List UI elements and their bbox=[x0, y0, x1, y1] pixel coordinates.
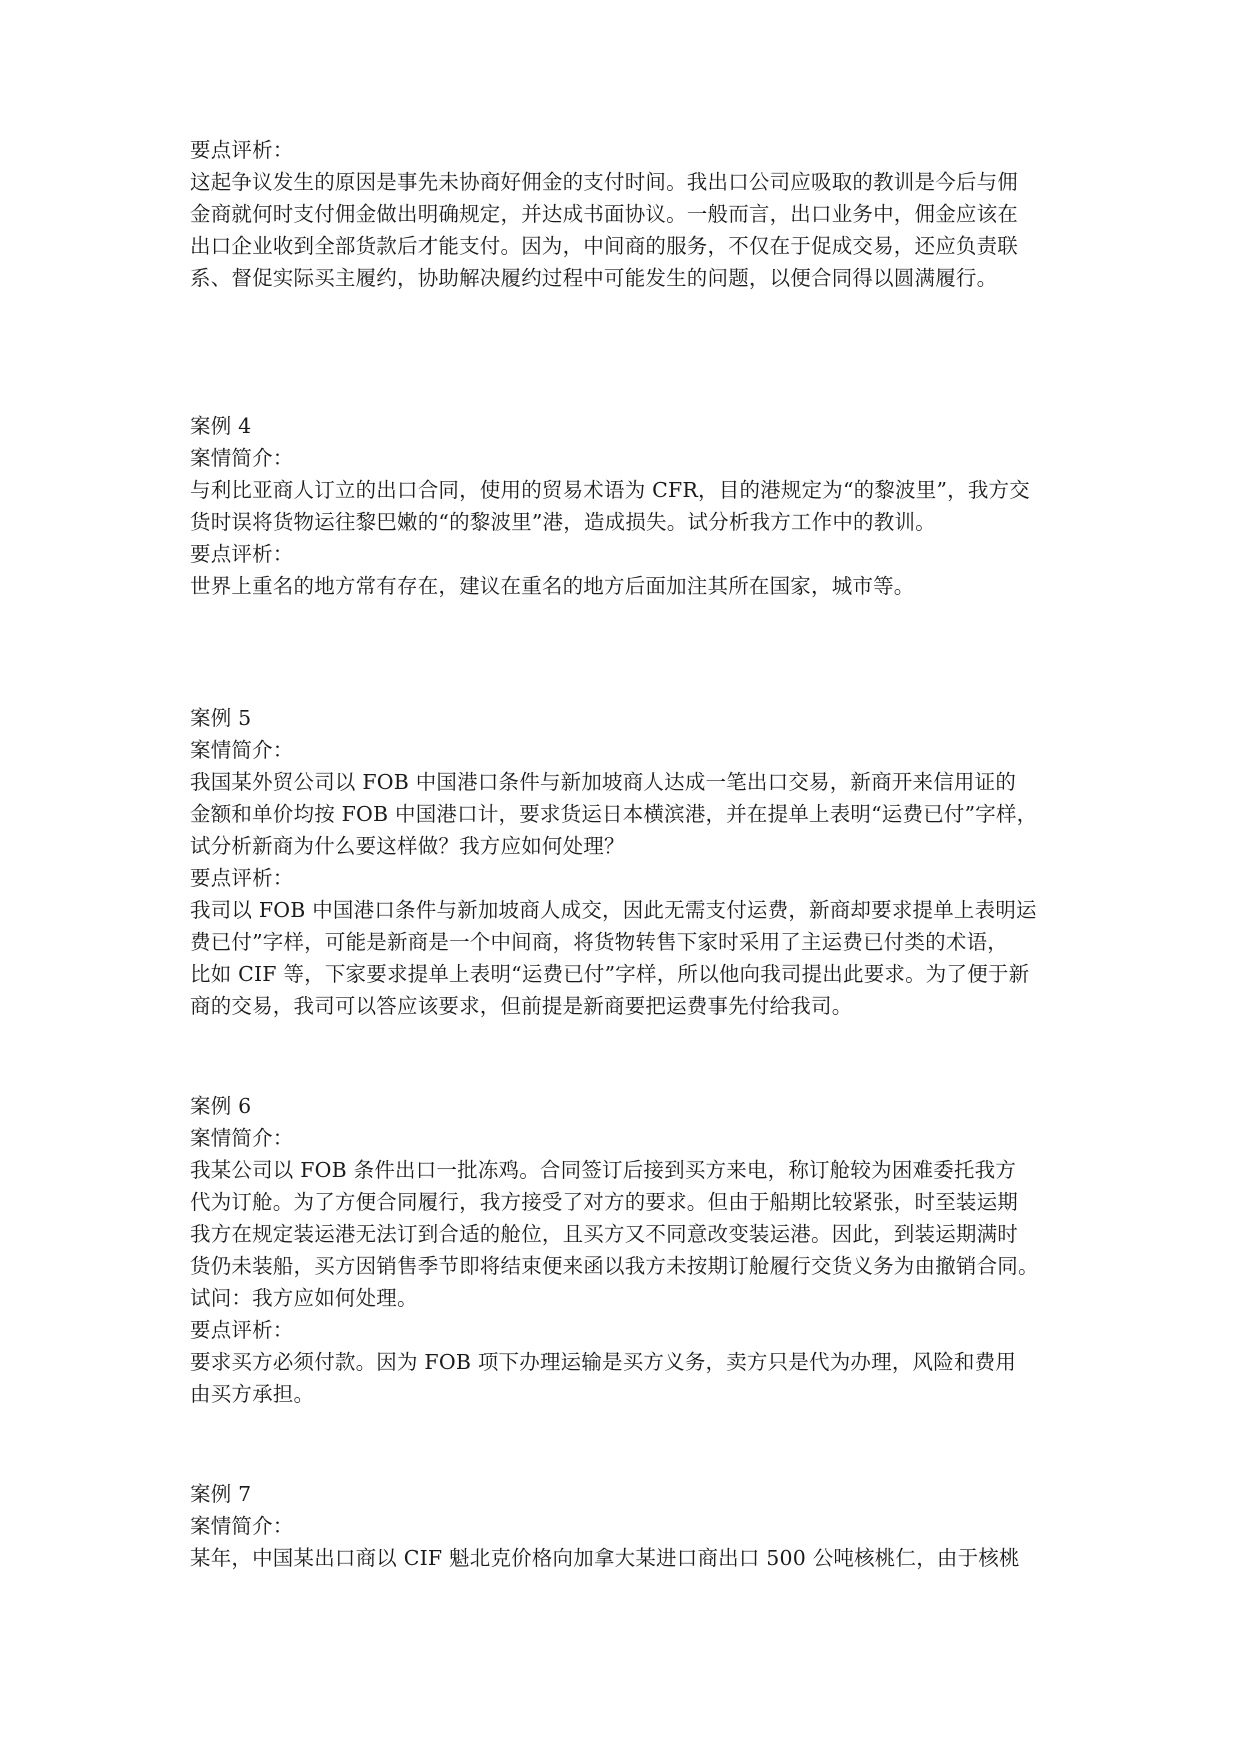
paragraph-line: 我司以 FOB 中国港口条件与新加坡商人成交，因此无需支付运费，新商却要求提单上表明运 bbox=[190, 898, 1037, 922]
paragraph-line: 这起争议发生的原因是事先未协商好佣金的支付时间。我出口公司应吸取的教训是今后与佣 bbox=[190, 170, 1018, 194]
paragraph-line: 出口企业收到全部货款后才能支付。因为，中间商的服务，不仅在于促成交易，还应负责联 bbox=[190, 234, 1018, 258]
section-heading-summary: 案情简介： bbox=[190, 738, 294, 762]
paragraph-line: 试问：我方应如何处理。 bbox=[190, 1286, 418, 1310]
paragraph-line: 我国某外贸公司以 FOB 中国港口条件与新加坡商人达成一笔出口交易，新商开来信用证的 bbox=[190, 770, 1017, 794]
paragraph-line: 比如 CIF 等，下家要求提单上表明“运费已付”字样，所以他向我司提出此要求。为了便于新 bbox=[190, 962, 1030, 986]
paragraph-line: 费已付”字样，可能是新商是一个中间商，将货物转售下家时采用了主运费已付类的术语， bbox=[190, 930, 1008, 954]
case-title: 案例 5 bbox=[190, 706, 252, 730]
paragraph-line: 试分析新商为什么要这样做？我方应如何处理？ bbox=[190, 834, 625, 858]
paragraph-line: 我方在规定装运港无法订到合适的舱位，且买方又不同意改变装运港。因此，到装运期满时 bbox=[190, 1222, 1018, 1246]
section-heading-summary: 案情简介： bbox=[190, 446, 294, 470]
case-title: 案例 6 bbox=[190, 1094, 252, 1118]
section-heading-analysis: 要点评析： bbox=[190, 1318, 294, 1342]
paragraph-line: 我某公司以 FOB 条件出口一批冻鸡。合同签订后接到买方来电，称订舱较为困难委托我方 bbox=[190, 1158, 1017, 1182]
paragraph-line: 世界上重名的地方常有存在，建议在重名的地方后面加注其所在国家，城市等。 bbox=[190, 574, 915, 598]
section-heading-summary: 案情简介： bbox=[190, 1514, 294, 1538]
paragraph-line: 货时误将货物运往黎巴嫩的“的黎波里”港，造成损失。试分析我方工作中的教训。 bbox=[190, 510, 936, 534]
section-heading-analysis: 要点评析： bbox=[190, 542, 294, 566]
paragraph-line: 货仍未装船，买方因销售季节即将结束便来函以我方未按期订舱履行交货义务为由撤销合同。 bbox=[190, 1254, 1039, 1278]
paragraph-line: 商的交易，我司可以答应该要求，但前提是新商要把运费事先付给我司。 bbox=[190, 994, 853, 1018]
paragraph-line: 与利比亚商人订立的出口合同，使用的贸易术语为 CFR，目的港规定为“的黎波里”，我方交 bbox=[190, 478, 1030, 502]
paragraph-line: 代为订舱。为了方便合同履行，我方接受了对方的要求。但由于船期比较紧张，时至装运期 bbox=[190, 1190, 1018, 1214]
paragraph-line: 金商就何时支付佣金做出明确规定，并达成书面协议。一般而言，出口业务中，佣金应该在 bbox=[190, 202, 1018, 226]
paragraph-line: 系、督促实际买主履约，协助解决履约过程中可能发生的问题，以便合同得以圆满履行。 bbox=[190, 266, 998, 290]
case-title: 案例 7 bbox=[190, 1482, 252, 1506]
section-heading-summary: 案情简介： bbox=[190, 1126, 294, 1150]
section-heading-analysis: 要点评析： bbox=[190, 866, 294, 890]
paragraph-line: 要求买方必须付款。因为 FOB 项下办理运输是买方义务，卖方只是代为办理，风险和费用 bbox=[190, 1350, 1017, 1374]
case-title: 案例 4 bbox=[190, 414, 252, 438]
section-heading-analysis: 要点评析： bbox=[190, 138, 294, 162]
paragraph-line: 某年，中国某出口商以 CIF 魁北克价格向加拿大某进口商出口 500 公吨核桃仁，由于核桃 bbox=[190, 1546, 1020, 1570]
paragraph-line: 由买方承担。 bbox=[190, 1382, 315, 1406]
paragraph-line: 金额和单价均按 FOB 中国港口计，要求货运日本横滨港，并在提单上表明“运费已付”字样， bbox=[190, 802, 1038, 826]
